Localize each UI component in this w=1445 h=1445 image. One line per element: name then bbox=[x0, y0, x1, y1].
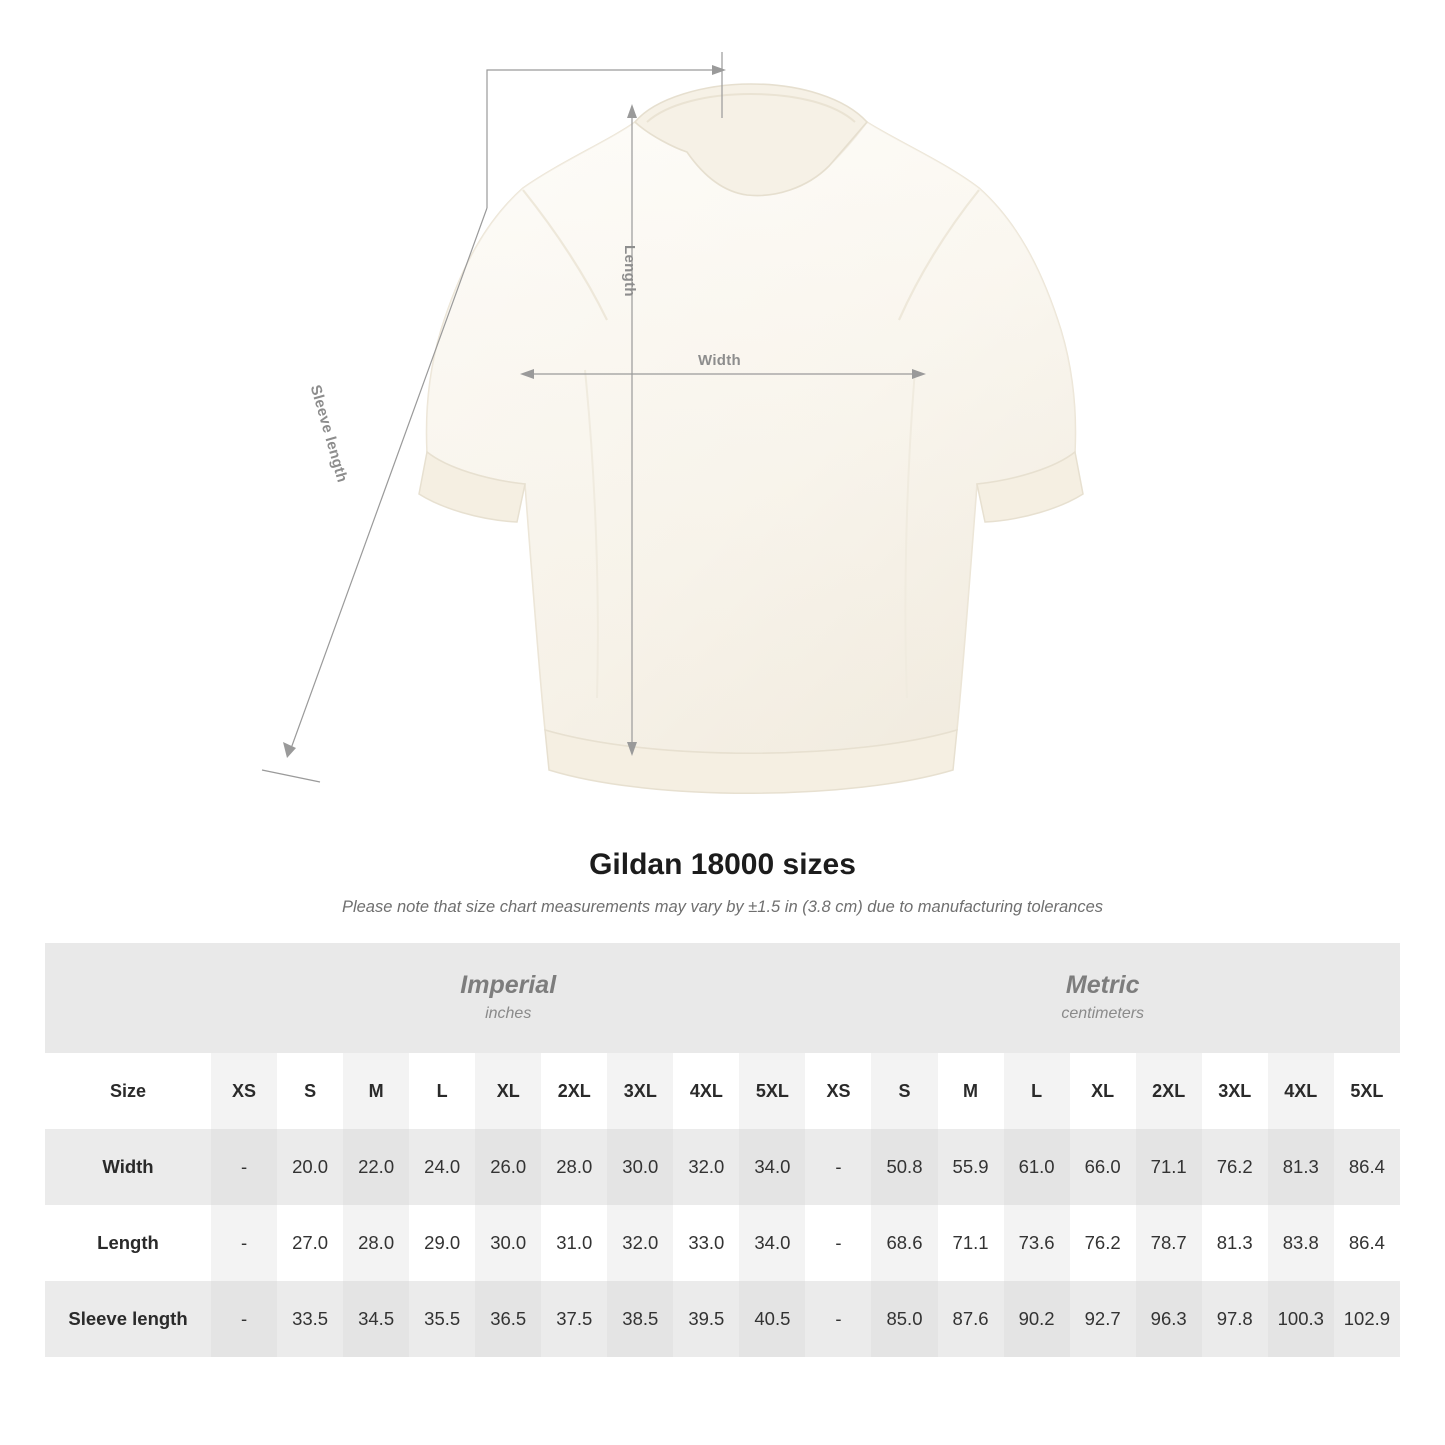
label-width: Width bbox=[698, 352, 742, 369]
header-metric-xl: XL bbox=[1070, 1053, 1136, 1129]
unit-header-imperial bbox=[211, 943, 805, 1053]
cell-sleeve-imperial-l: 35.5 bbox=[409, 1281, 475, 1357]
cell-width-metric-4xl: 81.3 bbox=[1268, 1129, 1334, 1205]
cell-width-metric-2xl: 71.1 bbox=[1136, 1129, 1202, 1205]
cell-width-imperial-3xl: 30.0 bbox=[607, 1129, 673, 1205]
table-row bbox=[45, 1129, 1400, 1205]
cell-width-imperial-5xl: 34.0 bbox=[739, 1129, 805, 1205]
cell-length-imperial-3xl: 32.0 bbox=[607, 1205, 673, 1281]
cell-length-metric-xl: 76.2 bbox=[1070, 1205, 1136, 1281]
size-table-wrap bbox=[45, 943, 1400, 1357]
label-length: Length bbox=[621, 245, 638, 297]
header-imperial-5xl: 5XL bbox=[739, 1053, 805, 1129]
cell-length-imperial-xl: 30.0 bbox=[475, 1205, 541, 1281]
cell-width-metric-xs: - bbox=[805, 1129, 871, 1205]
cell-width-metric-m: 55.9 bbox=[938, 1129, 1004, 1205]
header-metric-5xl: 5XL bbox=[1334, 1053, 1400, 1129]
cell-length-metric-3xl: 81.3 bbox=[1202, 1205, 1268, 1281]
cell-sleeve-imperial-4xl: 39.5 bbox=[673, 1281, 739, 1357]
header-metric-m: M bbox=[938, 1053, 1004, 1129]
tolerance-note: Please note that size chart measurements may vary by ±1.5 in (3.8 cm) due to manufacturing tolerances bbox=[341, 898, 1104, 916]
cell-length-metric-l: 73.6 bbox=[1004, 1205, 1070, 1281]
unit-name-imperial: Imperial bbox=[460, 970, 557, 999]
header-imperial-m: M bbox=[343, 1053, 409, 1129]
unit-header-row bbox=[45, 943, 1400, 1053]
cell-width-imperial-4xl: 32.0 bbox=[673, 1129, 739, 1205]
table-row bbox=[45, 1205, 1400, 1281]
sweatshirt-drawing bbox=[255, 70, 1095, 800]
header-imperial-3xl: 3XL bbox=[607, 1053, 673, 1129]
cell-sleeve-imperial-s: 33.5 bbox=[277, 1281, 343, 1357]
row-label-width: Width bbox=[45, 1129, 211, 1205]
cell-width-imperial-2xl: 28.0 bbox=[541, 1129, 607, 1205]
header-imperial-4xl: 4XL bbox=[673, 1053, 739, 1129]
cell-sleeve-metric-4xl: 100.3 bbox=[1268, 1281, 1334, 1357]
cell-sleeve-imperial-2xl: 37.5 bbox=[541, 1281, 607, 1357]
header-metric-2xl: 2XL bbox=[1136, 1053, 1202, 1129]
cell-width-metric-s: 50.8 bbox=[871, 1129, 937, 1205]
cell-width-metric-l: 61.0 bbox=[1004, 1129, 1070, 1205]
header-size: Size bbox=[45, 1053, 211, 1129]
sweatshirt-image bbox=[255, 70, 1095, 800]
cell-width-metric-xl: 66.0 bbox=[1070, 1129, 1136, 1205]
cell-length-metric-s: 68.6 bbox=[871, 1205, 937, 1281]
cell-length-imperial-xs: - bbox=[211, 1205, 277, 1281]
header-imperial-xs: XS bbox=[211, 1053, 277, 1129]
row-label-length: Length bbox=[45, 1205, 211, 1281]
cell-sleeve-metric-xs: - bbox=[805, 1281, 871, 1357]
header-metric-xs: XS bbox=[805, 1053, 871, 1129]
header-metric-4xl: 4XL bbox=[1268, 1053, 1334, 1129]
row-label-sleeve-length: Sleeve length bbox=[45, 1281, 211, 1357]
cell-width-imperial-s: 20.0 bbox=[277, 1129, 343, 1205]
unit-sub-imperial: inches bbox=[485, 1004, 532, 1022]
cell-width-metric-5xl: 86.4 bbox=[1334, 1129, 1400, 1205]
cell-length-imperial-2xl: 31.0 bbox=[541, 1205, 607, 1281]
cell-length-imperial-m: 28.0 bbox=[343, 1205, 409, 1281]
cell-length-metric-4xl: 83.8 bbox=[1268, 1205, 1334, 1281]
cell-sleeve-imperial-xl: 36.5 bbox=[475, 1281, 541, 1357]
cell-sleeve-imperial-xs: - bbox=[211, 1281, 277, 1357]
cell-length-metric-2xl: 78.7 bbox=[1136, 1205, 1202, 1281]
cell-length-metric-5xl: 86.4 bbox=[1334, 1205, 1400, 1281]
cell-sleeve-metric-5xl: 102.9 bbox=[1334, 1281, 1400, 1357]
unit-header-metric bbox=[805, 943, 1400, 1053]
size-header-row bbox=[45, 1053, 1400, 1129]
cell-sleeve-metric-m: 87.6 bbox=[938, 1281, 1004, 1357]
cell-length-metric-m: 71.1 bbox=[938, 1205, 1004, 1281]
cell-length-imperial-5xl: 34.0 bbox=[739, 1205, 805, 1281]
cell-sleeve-metric-s: 85.0 bbox=[871, 1281, 937, 1357]
cell-length-imperial-l: 29.0 bbox=[409, 1205, 475, 1281]
title-block bbox=[0, 848, 1445, 917]
cell-sleeve-metric-l: 90.2 bbox=[1004, 1281, 1070, 1357]
cell-width-imperial-m: 22.0 bbox=[343, 1129, 409, 1205]
header-metric-3xl: 3XL bbox=[1202, 1053, 1268, 1129]
cell-length-imperial-s: 27.0 bbox=[277, 1205, 343, 1281]
header-metric-l: L bbox=[1004, 1053, 1070, 1129]
header-imperial-xl: XL bbox=[475, 1053, 541, 1129]
cell-width-metric-3xl: 76.2 bbox=[1202, 1129, 1268, 1205]
cell-sleeve-imperial-m: 34.5 bbox=[343, 1281, 409, 1357]
cell-width-imperial-l: 24.0 bbox=[409, 1129, 475, 1205]
size-table bbox=[45, 943, 1400, 1357]
unit-header-spacer bbox=[45, 943, 211, 1053]
header-imperial-s: S bbox=[277, 1053, 343, 1129]
header-metric-s: S bbox=[871, 1053, 937, 1129]
cell-width-imperial-xl: 26.0 bbox=[475, 1129, 541, 1205]
cell-sleeve-metric-3xl: 97.8 bbox=[1202, 1281, 1268, 1357]
cell-length-metric-xs: - bbox=[805, 1205, 871, 1281]
cell-length-imperial-4xl: 33.0 bbox=[673, 1205, 739, 1281]
cell-width-imperial-xs: - bbox=[211, 1129, 277, 1205]
unit-name-metric: Metric bbox=[1065, 970, 1140, 999]
unit-sub-metric: centimeters bbox=[1061, 1004, 1145, 1022]
cell-sleeve-metric-xl: 92.7 bbox=[1070, 1281, 1136, 1357]
header-imperial-2xl: 2XL bbox=[541, 1053, 607, 1129]
page-title: Gildan 18000 sizes bbox=[589, 848, 856, 881]
header-imperial-l: L bbox=[409, 1053, 475, 1129]
cell-sleeve-metric-2xl: 96.3 bbox=[1136, 1281, 1202, 1357]
label-sleeve-length: Sleeve length bbox=[306, 383, 351, 485]
cell-sleeve-imperial-5xl: 40.5 bbox=[739, 1281, 805, 1357]
table-row bbox=[45, 1281, 1400, 1357]
cell-sleeve-imperial-3xl: 38.5 bbox=[607, 1281, 673, 1357]
